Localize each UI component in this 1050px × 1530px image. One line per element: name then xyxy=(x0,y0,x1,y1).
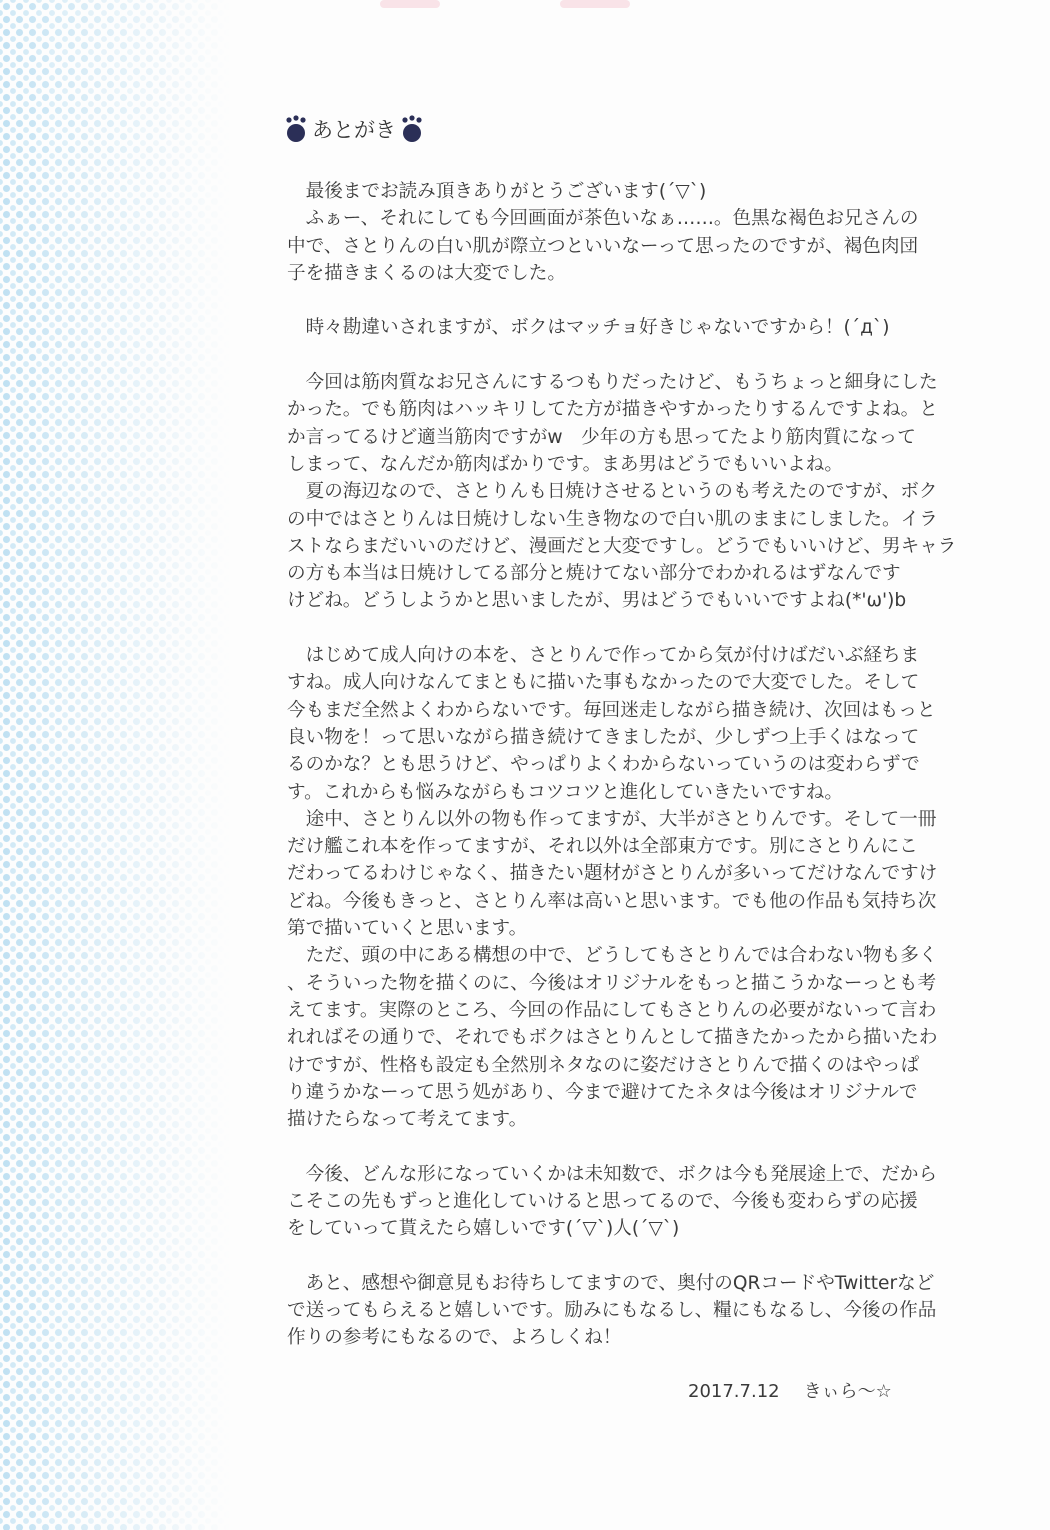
paragraph-group xyxy=(287,1161,956,1243)
text-line: 作りの参考にもなるので、よろしくね！ xyxy=(287,1327,622,1349)
text-line: 子を描きまくるのは大変でした。 xyxy=(287,262,566,284)
text-line: の方も本当は日焼けしてる部分と焼けてない部分でわかれるはずなんです xyxy=(287,563,901,585)
text-line: けどね。どうしようかと思いましたが、男はどうでもいいですよね(*'ω')b xyxy=(287,590,907,612)
text-line: 最後までお読み頂きありがとうございます(´▽`) xyxy=(287,181,707,202)
text-line: 第で描いていくと思います。 xyxy=(287,918,528,940)
text-line: ふぁー、それにしても今回画面が茶色いなぁ……。色黒な褐色お兄さんの xyxy=(287,208,919,230)
text-line: えてます。実際のところ、今回の作品にしてもさとりんの必要がないって言わ xyxy=(287,999,937,1021)
afterword-heading xyxy=(284,114,424,144)
text-line: 時々勘違いされますが、ボクはマッチョ好きじゃないですから！(´д`) xyxy=(287,317,890,339)
print-smudge xyxy=(560,0,630,8)
text-line: 描けたらなって考えてます。 xyxy=(287,1109,528,1131)
text-line: だけ艦これ本を作ってますが、それ以外は全部東方です。別にさとりんにこ xyxy=(287,836,918,858)
text-line: り違うかなーって思う処があり、今まで避けてたネタは今後はオリジナルで xyxy=(287,1081,918,1103)
paragraph-group xyxy=(287,314,956,341)
paragraph-group xyxy=(287,1270,956,1352)
signature xyxy=(688,1378,916,1405)
halftone-dot-border xyxy=(0,0,230,1530)
text-line: の中ではさとりんは日焼けしない生き物なので白い肌のままにしました。イラ xyxy=(287,508,938,530)
paragraph-group xyxy=(287,642,956,1133)
afterword-body xyxy=(287,178,956,1379)
text-line: けですが、性格も設定も全然別ネタなのに姿だけさとりんで描くのはやっぱ xyxy=(287,1054,920,1076)
text-line: だわってるわけじゃなく、描きたい題材がさとりんが多いってだけなんですけ xyxy=(287,863,938,885)
paw-icon xyxy=(400,115,424,143)
text-line: 今後、どんな形になっていくかは未知数で、ボクは今も発展途上で、だから xyxy=(287,1163,938,1185)
text-line: あと、感想や御意見もお待ちしてますので、奥付のQRコードやTwitterなど xyxy=(287,1272,935,1294)
text-line: 途中、さとりん以外の物も作ってますが、大半がさとりんです。そして一冊 xyxy=(287,808,937,830)
text-line: しまって、なんだか筋肉ばかりです。まあ男はどうでもいいよね。 xyxy=(287,453,843,475)
paragraph-group xyxy=(287,178,956,287)
text-line: 今回は筋肉質なお兄さんにするつもりだったけど、もうちょっと細身にした xyxy=(287,372,938,394)
text-line: はじめて成人向けの本を、さとりんで作ってから気が付けばだいぶ経ちま xyxy=(287,645,920,667)
paw-icon xyxy=(284,115,308,143)
text-line: ストならまだいいのだけど、漫画だと大変ですし。どうでもいいけど、男キャラ xyxy=(287,535,957,557)
text-line: 、そういった物を描くのに、今後はオリジナルをもっと描こうかなーっとも考 xyxy=(287,972,937,994)
print-smudge xyxy=(380,0,440,8)
signature-date: 2017.7.12 xyxy=(688,1381,780,1402)
paragraph-group xyxy=(287,369,956,615)
text-line: かった。でも筋肉はハッキリしてた方が描きやすかったりするんですよね。と xyxy=(287,399,938,421)
text-line: 夏の海辺なので、さとりんも日焼けさせるというのも考えたのですが、ボク xyxy=(287,481,938,503)
text-line: れればその通りで、それでもボクはさとりんとして描きたかったから描いたわ xyxy=(287,1027,938,1049)
text-line: 中で、さとりんの白い肌が際立つといいなーって思ったのですが、褐色肉団 xyxy=(287,235,919,257)
text-line: す。これからも悩みながらもコツコツと進化していきたいですね。 xyxy=(287,781,843,803)
text-line: か言ってるけど適当筋肉ですがw 少年の方も思ってたより筋肉質になって xyxy=(287,426,916,448)
text-line: ただ、頭の中にある構想の中で、どうしてもさとりんでは合わない物も多く xyxy=(287,945,938,967)
text-line: こそこの先もずっと進化していけると思ってるので、今後も変わらずの応援 xyxy=(287,1190,918,1212)
heading-text: あとがき xyxy=(312,118,396,142)
signature-author: きぃら～☆ xyxy=(803,1381,892,1402)
text-line: 良い物を！って思いながら描き続けてきましたが、少しずつ上手くはなって xyxy=(287,726,920,748)
text-line: るのかな？とも思うけど、やっぱりよくわからないっていうのは変わらずで xyxy=(287,754,920,776)
text-line: をしていって貰えたら嬉しいです(´▽`)人(´▽`) xyxy=(287,1218,680,1240)
text-line: 今もまだ全然よくわからないです。毎回迷走しながら描き続け、次回はもっと xyxy=(287,699,936,721)
text-line: どね。今後もきっと、さとりん率は高いと思います。でも他の作品も気持ち次 xyxy=(287,890,937,912)
text-line: で送ってもらえると嬉しいです。励みにもなるし、糧にもなるし、今後の作品 xyxy=(287,1300,937,1322)
text-line: すね。成人向けなんてまともに描いた事もなかったので大変でした。そして xyxy=(287,672,920,694)
